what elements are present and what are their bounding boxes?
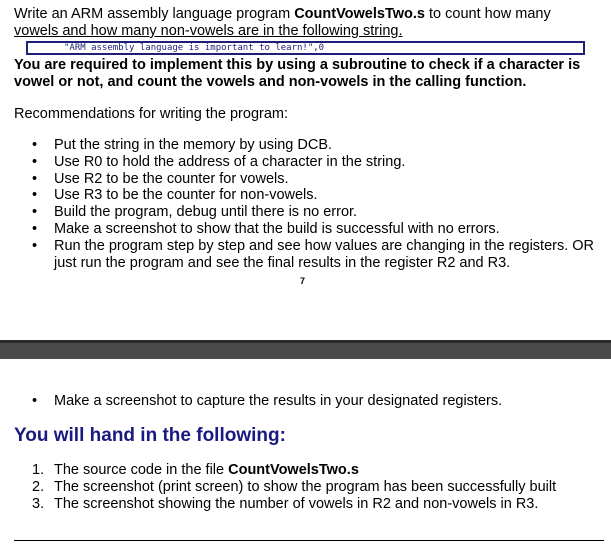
- page-number: 7: [300, 276, 306, 286]
- page-break-divider: [0, 340, 611, 359]
- list-item: • Build the program, debug until there is no error.: [22, 204, 602, 221]
- handin-list: [32, 462, 602, 513]
- intro-paragraph: [14, 6, 604, 40]
- list-item: • Use R3 to be the counter for non-vowels.: [22, 187, 602, 204]
- code-string-box: "ARM assembly language is important to learn!",0: [26, 41, 585, 55]
- intro-filename: CountVowelsTwo.s: [294, 6, 425, 22]
- bottom-rule: [14, 540, 604, 541]
- list-item: • Use R2 to be the counter for vowels.: [22, 171, 602, 188]
- recommendations-heading: Recommendations for writing the program:: [14, 106, 289, 122]
- list-item: • Put the string in the memory by using DCB.: [22, 137, 602, 154]
- intro-line2: vowels and how many non-vowels are in the following string.: [14, 23, 403, 39]
- list-item: • Use R0 to hold the address of a character in the string.: [22, 154, 602, 171]
- recommendations-list: [22, 137, 602, 271]
- list-item: • Make a screenshot to show that the build is successful with no errors.: [22, 221, 602, 238]
- requirement-text: You are required to implement this by using a subroutine to check if a character is vowel or not, and count the vowels and non-vowels in the calling function.: [14, 57, 581, 90]
- screenshot-text: Make a screenshot to capture the results in your designated registers.: [54, 393, 503, 409]
- list-item: 1. The source code in the file CountVowelsTwo.s: [32, 462, 359, 478]
- list-item: 2. The screenshot (print screen) to show the program has been successfully built: [32, 479, 557, 495]
- list-item: 3. The screenshot showing the number of vowels in R2 and non-vowels in R3.: [32, 496, 539, 512]
- intro-prefix: Write an ARM assembly language program: [14, 6, 295, 22]
- screenshot-instruction: [32, 393, 502, 409]
- bullet-icon: •: [32, 393, 38, 409]
- intro-suffix: to count how many: [424, 6, 551, 22]
- handin-title: You will hand in the following:: [14, 425, 286, 446]
- list-item: • Run the program step by step and see how values are changing in the registers. OR just run the program and see the final results in the register R2 and R3.: [22, 238, 602, 272]
